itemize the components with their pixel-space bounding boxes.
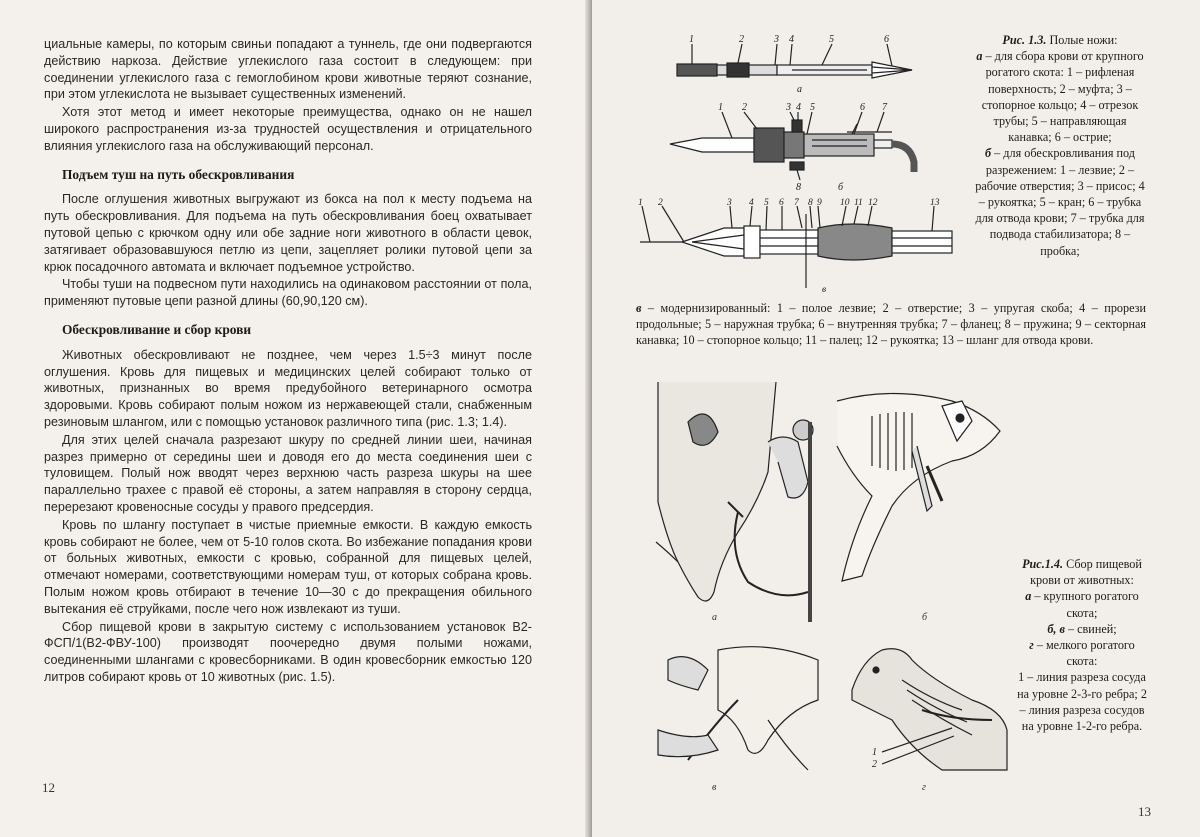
knife-v-label-7: 7 bbox=[794, 198, 799, 208]
figure-1-3-caption bbox=[974, 32, 1146, 259]
figure-1-3-number: Рис. 1.3. bbox=[1002, 33, 1047, 47]
knife-v-label-5: 5 bbox=[764, 198, 769, 208]
hollow-knife-v-diagram bbox=[632, 198, 962, 296]
knife-a-label-3: 3 bbox=[774, 34, 779, 45]
intro-paragraph-2: Хотя этот метод и имеет некоторые преимущества, однако он не нашел широкого распространения из-за трудностей осуществления и отрицательного влияния углекислого газа на обслуживающий персонал. bbox=[44, 105, 532, 153]
knife-v-label-12: 12 bbox=[868, 198, 878, 208]
knife-b-label-6: 6 bbox=[860, 102, 865, 113]
figure-1-4-bv-text: – свиней; bbox=[1064, 621, 1117, 636]
lifting-paragraph-2: Чтобы туши на подвесном пути находились на одинаковом расстоянии от пола, применяют путовые цепи разной длины (60,90,120 см). bbox=[44, 277, 532, 309]
figure-1-3-a-letter: а bbox=[976, 49, 983, 64]
left-page-text bbox=[44, 36, 532, 687]
knife-v-label-11: 11 bbox=[854, 198, 863, 208]
knife-b-label-8: 8 bbox=[796, 182, 801, 193]
bleeding-paragraph-4: Сбор пищевой крови в закрытую систему с использованием установок В2-ФСП/1(В2-ФВУ-100) производят поочередно двумя полыми ножами, соединенными шлангами с кровесборниками. В один кровесборник емкостью 120 литров собирают кровь от 10 животных (рис. 1.5). bbox=[44, 619, 532, 684]
knife-a-sublabel: а bbox=[797, 84, 802, 95]
knife-b-label-3: 3 bbox=[786, 102, 791, 113]
knife-v-label-4: 4 bbox=[749, 198, 754, 208]
hollow-knife-b-diagram bbox=[662, 102, 942, 194]
knife-v-label-10: 10 bbox=[840, 198, 850, 208]
knife-b-label-2: 2 bbox=[742, 102, 747, 113]
fig14-sublabel-a: а bbox=[712, 612, 717, 623]
knife-v-label-6: 6 bbox=[779, 198, 784, 208]
figure-1-3-b-text: – для обескровливания под разрежением: 1 – лезвие; 2 – рабочие отверстия; 3 – присос; 4 – рукоятка; 5 – кран; 6 – трубка для отвода крови; 7 – трубка для подвода стабилизатора; 8 – пробка; bbox=[975, 146, 1145, 258]
knife-a-label-6: 6 bbox=[884, 34, 889, 45]
pig-anatomy-illustration bbox=[832, 386, 1012, 586]
knife-v-sublabel: в bbox=[822, 285, 827, 295]
knife-a-label-2: 2 bbox=[739, 34, 744, 45]
knife-v-label-3: 3 bbox=[727, 198, 732, 208]
knife-b-label-5: 5 bbox=[810, 102, 815, 113]
knife-v-label-8: 8 bbox=[808, 198, 813, 208]
figure-1-3-v-letter: в bbox=[636, 301, 642, 315]
fig14-sublabel-v: в bbox=[712, 782, 717, 793]
cattle-blood-collection-illustration bbox=[648, 382, 828, 622]
figure-1-4-a-text: – крупного рогатого скота; bbox=[1031, 589, 1139, 620]
knife-a-label-5: 5 bbox=[829, 34, 834, 45]
knife-v-label-2: 2 bbox=[658, 198, 663, 208]
intro-paragraph-1: циальные камеры, по которым свиньи попадают а туннель, где они подвергаются действию наркоза. Действие углекислого газа состоит в следующем: при соединении углекислого газа с гемоглобином крови животные теряют сознание, при этом углекислота не вызывает существенных изменений. bbox=[44, 37, 532, 102]
figure-1-3-a-text: – для сбора крови от крупного рогатого скота: 1 – рифленая поверхность; 2 – муфта; 3 – стопорное кольцо; 4 – отрезок трубы; 5 – направляющая канавка; 6 – острие; bbox=[981, 49, 1144, 145]
hollow-knife-a-diagram bbox=[672, 34, 952, 96]
right-page bbox=[592, 0, 1200, 837]
sheep-line-label-2: 2 bbox=[872, 759, 877, 770]
figure-1-4-title: Сбор пищевой крови от животных: bbox=[1030, 557, 1142, 588]
lifting-paragraph-1: После оглушения животных выгружают из бокса на пол к месту подъема на путь обескровливания. Для подъема на путь обескровливания боец охватывает путовой цепью с крючком одну или обе задние ноги животного в области цевок, затягивает образовавшуюся петлю из цепи, зацепляет ролики путовой цепи за крюк посадочного автомата и включает подъемное устройство. bbox=[44, 192, 532, 274]
knife-v-label-13: 13 bbox=[930, 198, 940, 208]
sheep-line-label-1: 1 bbox=[872, 747, 877, 758]
fig14-sublabel-b: б bbox=[922, 612, 928, 623]
figure-1-4-number: Рис.1.4. bbox=[1022, 557, 1064, 571]
knife-b-sublabel: б bbox=[838, 182, 844, 193]
figure-1-4-bv-letter: б, в bbox=[1047, 621, 1065, 636]
knife-a-label-1: 1 bbox=[689, 34, 694, 45]
figure-1-3-v-text: – модернизированный: 1 – полое лезвие; 2 – отверстие; 3 – упругая скоба; 4 – прорези продольные; 5 – наружная трубка; 6 – внутренняя трубка; 7 – фланец; 8 – пружина; 9 – секторная канавка; 10 – стопорное кольцо; 11 – палец; 12 – рукоятка; 13 – шланг для отвода крови. bbox=[636, 301, 1146, 348]
figure-1-3-v-caption bbox=[636, 300, 1146, 349]
figure-1-4-g-text: – мелкого рогатого скота: bbox=[1033, 638, 1135, 669]
page-number-right: 13 bbox=[1138, 804, 1151, 819]
knife-v-label-1: 1 bbox=[638, 198, 643, 208]
page-number-left: 12 bbox=[42, 780, 55, 795]
left-page bbox=[0, 0, 590, 837]
section-heading-lifting: Подъем туш на путь обескровливания bbox=[62, 166, 295, 182]
figure-1-4-caption bbox=[1014, 556, 1150, 734]
sheep-blood-collection-illustration bbox=[842, 640, 1012, 780]
fig14-sublabel-g: г bbox=[922, 782, 926, 793]
bleeding-paragraph-3: Кровь по шлангу поступает в чистые приемные емкости. В каждую емкость кровь собирают не более, чем от 5-10 голов скота. Во избежание попадания крови от больных животных, емкости с кровью, собранной для пищевых целей, отмечают номерами, соответствующими номерам туш, от которых собрана кровь. Полым ножом кровь отбирают в течение 10—30 с до прекращения обильного вытекания её струйками, после чего нож извлекают из туши. bbox=[44, 517, 532, 616]
bleeding-paragraph-1: Животных обескровливают не позднее, чем через 1.5÷3 минут после оглушения. Кровь для пищевых и медицинских целей собирают только от животных, признанных во время предубойного ветеринарного осмотра здоровыми. Кровь собирают полым ножом из нержавеющей стали, снабженным резиновым шлангом, или с помощью установок различного типа (рис. 1.3; 1.4). bbox=[44, 347, 532, 429]
pig-bleeding-hands-illustration bbox=[648, 640, 828, 780]
section-heading-bleeding: Обескровливание и сбор крови bbox=[62, 321, 252, 337]
bleeding-paragraph-2: Для этих целей сначала разрезают шкуру по средней линии шеи, начиная разрез примерно от середины шеи и доводя его до места соединения шеи с туловищем. Полый нож вводят через верхнюю часть разреза шкуры на шее параллельно трахее с правой её стороны, а затем направляя в сторону сердца, перерезают кровеносные сосуды у правого предсердия. bbox=[44, 432, 532, 514]
figure-1-4-g-letter: г bbox=[1029, 638, 1034, 653]
knife-b-label-4: 4 bbox=[796, 102, 801, 113]
figure-1-3-title: Полые ножи: bbox=[1049, 33, 1118, 47]
knife-v-label-9: 9 bbox=[817, 198, 822, 208]
figure-1-3-b-letter: б bbox=[985, 146, 992, 161]
figure-1-4-a-letter: а bbox=[1025, 589, 1032, 604]
knife-b-label-1: 1 bbox=[718, 102, 723, 113]
knife-a-label-4: 4 bbox=[789, 34, 794, 45]
knife-b-label-7: 7 bbox=[882, 102, 887, 113]
figure-1-4-lines-text: 1 – линия разреза сосуда на уровне 2-3-го ребра; 2 – линия разреза сосудов на уровне 1-2-го ребра. bbox=[1017, 670, 1147, 734]
